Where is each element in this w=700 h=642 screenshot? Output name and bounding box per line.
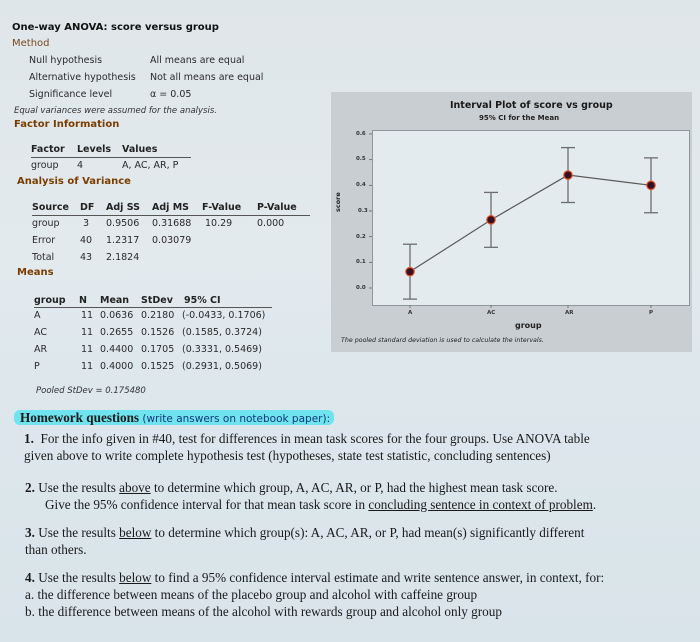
stdev-col-header: StDev — [141, 295, 173, 306]
means-row-ar-stdev: 0.1705 — [141, 344, 175, 355]
homework-highlight — [14, 410, 334, 425]
q4-underline-below: below — [119, 570, 152, 585]
chart-footnote: The pooled standard deviation is used to calculate the intervals. — [341, 337, 544, 344]
method-heading: Method — [12, 38, 50, 49]
adjss-group: 0.9506 — [106, 218, 140, 229]
source-error: Error — [32, 235, 56, 246]
question-1-number: 1. — [24, 431, 34, 446]
significance-label: Significance level — [29, 89, 113, 100]
plot-area — [372, 130, 690, 306]
means-row-a-mean: 0.0636 — [100, 310, 134, 321]
anova-heading: Analysis of Variance — [17, 176, 131, 187]
alt-hypothesis-value: Not all means are equal — [150, 72, 264, 83]
q4-text-a: Use the results — [38, 570, 120, 585]
q3-underline-below: below — [119, 525, 152, 540]
means-row-a-ci: (-0.0433, 0.1706) — [182, 310, 266, 321]
levels-col-header: Levels — [77, 144, 112, 155]
pvalue-col-header: P-Value — [257, 202, 297, 213]
x-axis-label: group — [515, 321, 542, 330]
df-error: 40 — [80, 235, 93, 246]
adjms-error: 0.03079 — [152, 235, 192, 246]
handwritten-note: (write answers on notebook paper): — [142, 413, 331, 425]
df-total: 43 — [80, 252, 93, 263]
means-row-a-n: 11 — [81, 310, 94, 321]
means-row-ac-stdev: 0.1526 — [141, 327, 175, 338]
x-tick-ac: AC — [487, 310, 496, 316]
means-row-ac-group: AC — [34, 327, 47, 338]
pooled-stdev: Pooled StDev = 0.175480 — [36, 386, 146, 396]
means-row-a-stdev: 0.2180 — [141, 310, 175, 321]
group-col-header: group — [34, 295, 66, 306]
question-1-line-2: given above to write complete hypothesis test (hypotheses, state test statistic, concluding sentences) — [24, 448, 551, 463]
x-tick-ar: AR — [565, 310, 574, 316]
q2-underline-above: above — [119, 480, 151, 495]
homework-heading: Homework questions — [20, 410, 140, 425]
means-row-a-group: A — [34, 310, 41, 321]
n-col-header: N — [79, 295, 87, 306]
null-hypothesis-label: Null hypothesis — [29, 55, 103, 66]
question-3-line-1 — [25, 525, 584, 541]
y-tick-0.2: 0.2 — [356, 234, 366, 240]
question-2-line-1 — [25, 480, 558, 496]
adjms-col-header: Adj MS — [152, 202, 190, 213]
ci-col-header: 95% CI — [184, 295, 221, 306]
question-4-line-1 — [25, 570, 604, 586]
significance-value: α = 0.05 — [150, 89, 192, 100]
x-tick-p: P — [649, 310, 654, 316]
x-tick-a: A — [408, 310, 413, 316]
q2-text-b: to determine which group, A, AC, AR, or P, had the highest mean task score. — [150, 480, 558, 495]
means-row-p-ci: (0.2931, 0.5069) — [182, 361, 262, 372]
factor-cell: group — [31, 160, 59, 171]
q2-text-a: Use the results — [38, 480, 120, 495]
adjss-col-header: Adj SS — [106, 202, 140, 213]
question-4b: b. the difference between means of the alcohol with rewards group and alcohol only group — [25, 604, 502, 619]
pvalue-group: 0.000 — [257, 218, 285, 229]
levels-cell: 4 — [77, 160, 84, 171]
q3-text-a: Use the results — [38, 525, 120, 540]
source-group: group — [32, 218, 60, 229]
means-row-ac-ci: (0.1585, 0.3724) — [182, 327, 262, 338]
fvalue-col-header: F-Value — [202, 202, 242, 213]
factor-header-rule — [31, 157, 191, 158]
chart-subtitle: 95% CI for the Mean — [479, 114, 560, 122]
mean-col-header: Mean — [100, 295, 130, 306]
source-total: Total — [32, 252, 55, 263]
values-col-header: Values — [122, 144, 158, 155]
means-row-ac-mean: 0.2655 — [100, 327, 134, 338]
adjms-group: 0.31688 — [152, 218, 192, 229]
df-col-header: DF — [80, 202, 95, 213]
means-row-ar-mean: 0.4400 — [100, 344, 134, 355]
variance-note: Equal variances were assumed for the analysis. — [14, 106, 217, 116]
y-tick-0.0: 0.0 — [356, 285, 366, 291]
df-group: 3 — [83, 218, 90, 229]
q2-underline-context: concluding sentence in context of problem — [368, 497, 593, 512]
null-hypothesis-value: All means are equal — [150, 55, 245, 66]
q2-text-c: Give the 95% confidence interval for that mean task score in — [45, 497, 369, 512]
values-cell: A, AC, AR, P — [122, 160, 179, 171]
source-col-header: Source — [32, 202, 69, 213]
y-tick-0.5: 0.5 — [356, 156, 366, 162]
question-3-line-2: than others. — [25, 542, 87, 557]
alt-hypothesis-label: Alternative hypothesis — [29, 72, 136, 83]
y-axis-label: score — [334, 192, 342, 212]
chart-title: Interval Plot of score vs group — [450, 100, 613, 111]
means-row-ar-ci: (0.3331, 0.5469) — [182, 344, 262, 355]
means-row-ar-group: AR — [34, 344, 48, 355]
means-row-p-stdev: 0.1525 — [141, 361, 175, 372]
adjss-total: 2.1824 — [106, 252, 140, 263]
q2-text-d: . — [592, 497, 597, 512]
question-3-number: 3. — [25, 525, 35, 540]
anova-title: One-way ANOVA: score versus group — [12, 22, 219, 33]
factor-col-header: Factor — [31, 144, 65, 155]
q4-text-b: to find a 95% confidence interval estimate and write sentence answer, in context, for: — [151, 570, 605, 585]
question-2-number: 2. — [25, 480, 35, 495]
anova-header-rule — [32, 215, 310, 216]
q3-text-b: to determine which group(s): A, AC, AR, or P, had mean(s) significantly different — [151, 525, 585, 540]
question-1-text-1: For the info given in #40, test for differences in mean task scores for the four groups. Use ANOVA table — [40, 431, 590, 446]
y-tick-0.6: 0.6 — [356, 131, 366, 137]
means-heading: Means — [17, 267, 54, 278]
factor-info-heading: Factor Information — [14, 119, 120, 130]
question-4-number: 4. — [25, 570, 35, 585]
question-2-line-2 — [45, 497, 596, 513]
means-header-rule — [34, 307, 272, 308]
means-row-p-group: P — [34, 361, 40, 372]
fvalue-group: 10.29 — [205, 218, 233, 229]
y-tick-0.1: 0.1 — [356, 259, 366, 265]
homework-heading-line — [14, 410, 334, 426]
means-row-p-n: 11 — [81, 361, 94, 372]
y-tick-0.4: 0.4 — [356, 182, 366, 188]
means-row-ar-n: 11 — [81, 344, 94, 355]
means-row-ac-n: 11 — [81, 327, 94, 338]
means-row-p-mean: 0.4000 — [100, 361, 134, 372]
y-tick-0.3: 0.3 — [358, 208, 368, 214]
question-1-line-1 — [24, 431, 590, 447]
question-4a: a. the difference between means of the placebo group and alcohol with caffeine group — [25, 587, 478, 602]
adjss-error: 1.2317 — [106, 235, 140, 246]
